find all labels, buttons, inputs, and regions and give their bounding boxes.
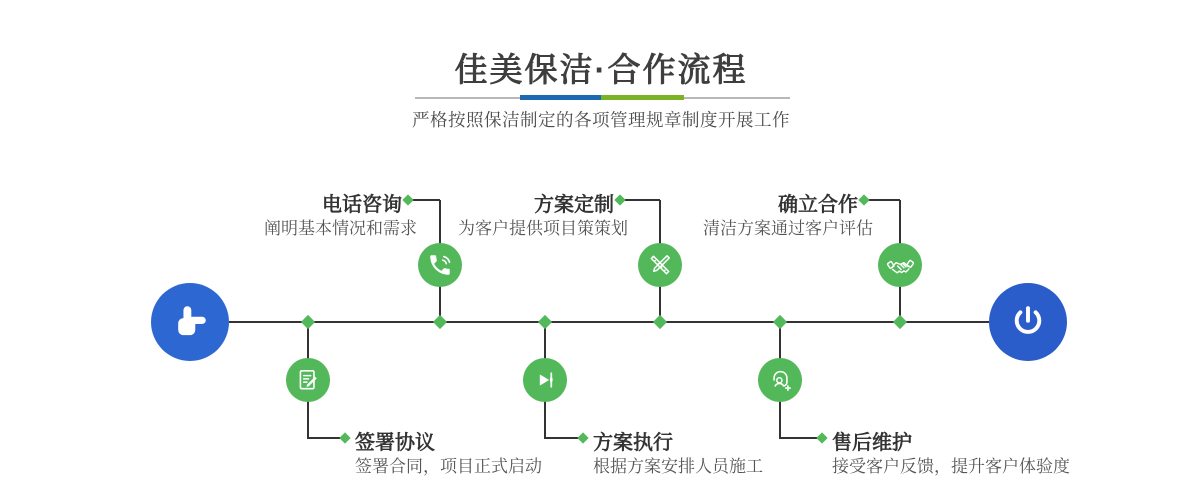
step-circle-execute (523, 358, 567, 402)
timeline-node-diamond (893, 315, 907, 329)
step-title-cooperation: 确立合作 (778, 194, 858, 216)
timeline-node-diamond (301, 315, 315, 329)
step-circle-phone (418, 243, 462, 287)
step-desc-cooperation: 清洁方案通过客户评估 (703, 219, 873, 238)
label-diamond (339, 432, 350, 443)
process-start-node (151, 283, 229, 361)
page-subtitle: 严格按照保洁制定的各项管理规章制度开展工作 (412, 110, 790, 130)
headset-support-icon (767, 367, 794, 394)
timeline-node-diamond (433, 315, 447, 329)
phone-icon (427, 252, 453, 278)
step-title-execute: 方案执行 (593, 432, 673, 454)
step-circle-sign (286, 358, 330, 402)
timeline-node-diamond (653, 315, 667, 329)
power-icon (1007, 301, 1049, 343)
timeline-node-diamond (773, 315, 787, 329)
timeline-node-diamond (538, 315, 552, 329)
step-circle-plan (638, 243, 682, 287)
step-circle-aftersales (758, 358, 802, 402)
step-desc-phone: 阐明基本情况和需求 (264, 219, 417, 238)
label-diamond (402, 194, 413, 205)
step-desc-plan: 为客户提供项目策策划 (458, 219, 628, 238)
title-divider-blue-segment (520, 95, 601, 100)
label-diamond (858, 194, 869, 205)
title-divider-green-segment (601, 95, 684, 100)
label-diamond (816, 432, 827, 443)
play-execute-icon (532, 367, 558, 393)
label-diamond (577, 432, 588, 443)
step-title-plan: 方案定制 (534, 194, 614, 216)
process-end-node (989, 283, 1067, 361)
step-title-phone: 电话咨询 (322, 194, 402, 216)
page-title: 佳美保洁·合作流程 (454, 51, 748, 88)
step-desc-aftersales: 接受客户反馈，提升客户体验度 (832, 457, 1070, 476)
pencil-ruler-icon (647, 252, 673, 278)
step-desc-execute: 根据方案安排人员施工 (593, 457, 763, 476)
elbow-top-2 (620, 199, 660, 201)
step-title-aftersales: 售后维护 (832, 432, 912, 454)
handshake-icon (887, 252, 914, 279)
label-diamond (614, 194, 625, 205)
step-desc-sign: 签署合同，项目正式启动 (355, 457, 542, 476)
step-circle-cooperation (878, 243, 922, 287)
timeline-line (229, 321, 989, 323)
step-title-sign: 签署协议 (355, 432, 435, 454)
document-sign-icon (295, 367, 321, 393)
pointing-hand-icon (169, 301, 211, 343)
